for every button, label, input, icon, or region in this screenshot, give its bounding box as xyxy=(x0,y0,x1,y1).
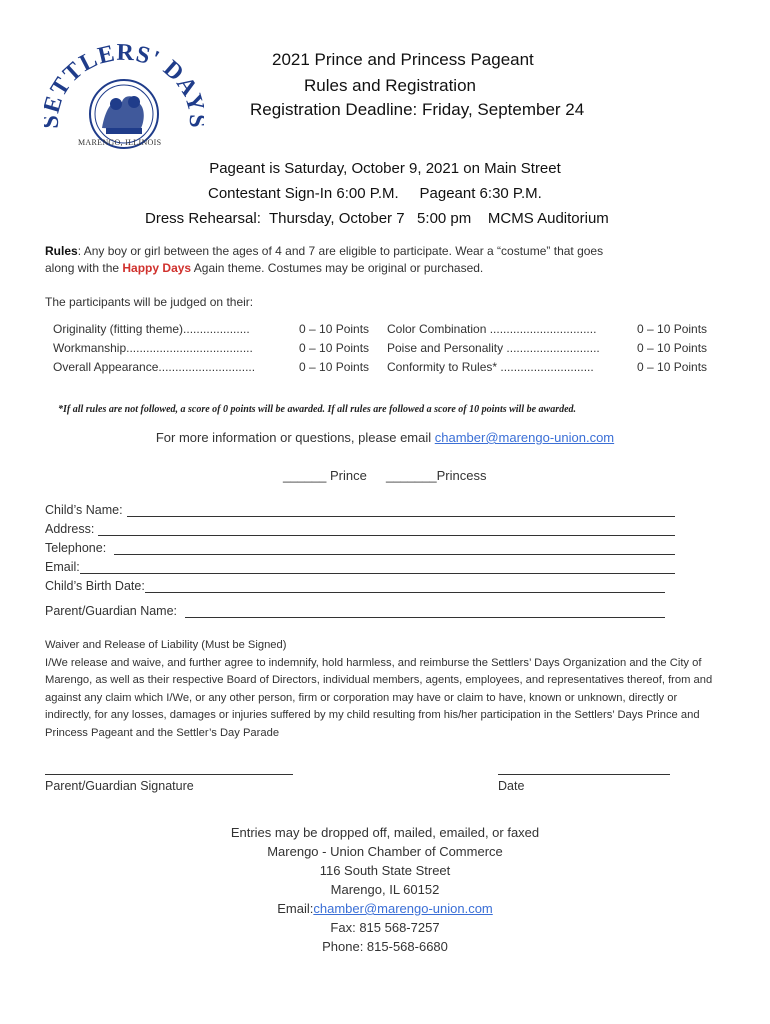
registration-deadline: Registration Deadline: Friday, September 24 xyxy=(250,100,585,119)
date-label: Date xyxy=(498,779,525,793)
waiver-title: Waiver and Release of Liability (Must be Signed) xyxy=(45,639,287,651)
footer-contact xyxy=(0,823,770,956)
parent-signature-label: Parent/Guardian Signature xyxy=(45,779,194,793)
header-subtitle: Rules and Registration xyxy=(304,76,476,95)
criterion-left: Overall Appearance............................. xyxy=(53,360,256,374)
criterion-right-points: 0 – 10 Points xyxy=(637,341,708,355)
contact-line xyxy=(0,430,770,445)
princess-option[interactable]: _______Princess xyxy=(386,468,487,483)
birth-date-field[interactable] xyxy=(145,578,665,593)
email-label: Email: xyxy=(45,560,80,574)
birth-date-row xyxy=(45,574,665,593)
criterion-right: Poise and Personality ............................ xyxy=(387,341,600,355)
scoring-note: *If all rules are not followed, a score of 0 points will be awarded. If all rules are followed a score of 10 points will be awarded. xyxy=(58,404,577,415)
footer-line1: Entries may be dropped off, mailed, emailed, or faxed xyxy=(230,825,540,840)
parent-name-row xyxy=(45,593,665,618)
contact-email-link[interactable]: chamber@marengo-union.com xyxy=(434,430,615,445)
child-name-label: Child’s Name: xyxy=(45,503,123,517)
rules-text-b: along with the xyxy=(45,261,123,275)
rules-label: Rules xyxy=(45,244,78,258)
criteria-table xyxy=(53,322,733,379)
address-field[interactable] xyxy=(98,521,675,536)
prince-option[interactable]: ______ Prince xyxy=(283,468,367,483)
rules-paragraph xyxy=(45,243,735,277)
criterion-left: Originality (fitting theme).................... xyxy=(53,322,250,336)
criterion-left: Workmanship...................................... xyxy=(53,341,253,355)
rules-text-a: : Any boy or girl between the ages of 4 and 7 are eligible to participate. Wear a “costume” that goes xyxy=(77,244,604,258)
rules-theme-highlight: Happy Days xyxy=(122,261,192,275)
criterion-right: Color Combination ................................ xyxy=(387,322,597,336)
judged-intro: The participants will be judged on their: xyxy=(45,295,254,309)
footer-phone: Phone: 815-568-6680 xyxy=(322,939,448,954)
telephone-field[interactable] xyxy=(114,540,675,555)
footer-street: 116 South State Street xyxy=(319,863,451,878)
pageant-date: Pageant is Saturday, October 9, 2021 on Main Street xyxy=(209,160,561,177)
child-name-row xyxy=(45,498,675,517)
parent-signature-line[interactable] xyxy=(45,760,293,775)
criterion-right-points: 0 – 10 Points xyxy=(637,360,708,374)
dress-rehearsal: Dress Rehearsal: Thursday, October 7 5:00 pm MCMS Auditorium xyxy=(145,210,609,227)
logo-place: MARENGO, ILLINOIS xyxy=(78,138,162,147)
telephone-row xyxy=(45,536,675,555)
footer-org: Marengo - Union Chamber of Commerce xyxy=(267,844,503,859)
pageant-times: Contestant Sign-In 6:00 P.M. Pageant 6:30 P.M. xyxy=(208,185,542,202)
criterion-left-points: 0 – 10 Points xyxy=(299,341,370,355)
rules-text-c: Again theme. Costumes may be original or purchased. xyxy=(191,261,484,275)
criterion-left-points: 0 – 10 Points xyxy=(299,360,370,374)
criteria-row xyxy=(53,360,733,379)
child-name-field[interactable] xyxy=(127,502,675,517)
address-row xyxy=(45,517,675,536)
criteria-row xyxy=(53,322,733,341)
criterion-right: Conformity to Rules* ............................ xyxy=(387,360,594,374)
telephone-label: Telephone: xyxy=(45,541,107,555)
email-row xyxy=(45,555,675,574)
header-title: 2021 Prince and Princess Pageant xyxy=(272,50,534,69)
address-label: Address: xyxy=(45,522,95,536)
footer-fax: Fax: 815 568-7257 xyxy=(330,920,440,935)
footer-city: Marengo, IL 60152 xyxy=(330,882,440,897)
waiver-text: I/We release and waive, and further agree to indemnify, hold harmless, and reimburse the Settlers’ Days Organization and the City of Marengo, as well as their respective Board of Directors, individual members, agents, employees, and representatives thereof, from and against any claim which I/We, or any other person, firm or corporation may have or claim to have, known or unknown, directly or indirectly, for any losses, damages or injuries suffered by my child resulting from his/her participation in the Settlers’ Days Prince and Princess Pageant and the Settler’s Day Parade xyxy=(45,656,713,739)
date-signature-line[interactable] xyxy=(498,760,670,775)
criteria-row xyxy=(53,341,733,360)
parent-name-label: Parent/Guardian Name: xyxy=(45,604,178,618)
criterion-right-points: 0 – 10 Points xyxy=(637,322,708,336)
footer-email-label: Email: xyxy=(277,901,314,916)
criterion-left-points: 0 – 10 Points xyxy=(299,322,370,336)
registration-form xyxy=(45,498,675,618)
footer-email-line xyxy=(0,899,770,918)
parent-name-field[interactable] xyxy=(185,603,665,618)
email-field[interactable] xyxy=(80,559,675,574)
birth-date-label: Child’s Birth Date: xyxy=(45,579,145,593)
logo-arc-text: TTLERS' DA xyxy=(45,40,202,101)
footer-email-link[interactable]: chamber@marengo-union.com xyxy=(313,901,493,916)
waiver-section xyxy=(45,637,725,742)
contact-text: For more information or questions, please email xyxy=(155,430,435,445)
